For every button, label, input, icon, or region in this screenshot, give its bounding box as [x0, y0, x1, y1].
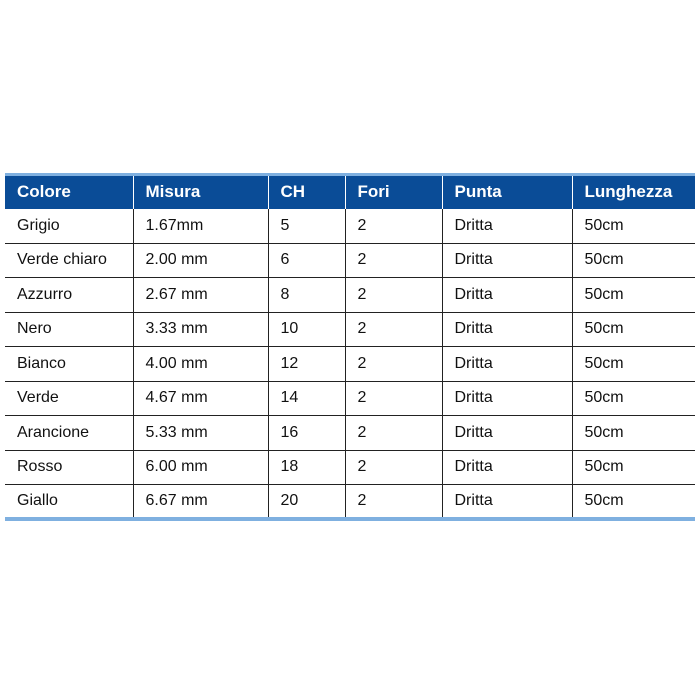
cell-lunghezza: 50cm	[572, 347, 695, 382]
header-misura: Misura	[133, 175, 268, 209]
spec-table-container	[5, 173, 695, 521]
cell-ch: 12	[268, 347, 345, 382]
cell-fori: 2	[345, 209, 442, 244]
cell-colore: Rosso	[5, 450, 133, 485]
table-row	[5, 243, 695, 278]
cell-punta: Dritta	[442, 209, 572, 244]
cell-fori: 2	[345, 278, 442, 313]
header-ch: CH	[268, 175, 345, 209]
cell-fori: 2	[345, 416, 442, 451]
table-row	[5, 278, 695, 313]
table-row	[5, 312, 695, 347]
cell-colore: Verde chiaro	[5, 243, 133, 278]
cell-punta: Dritta	[442, 347, 572, 382]
cell-fori: 2	[345, 312, 442, 347]
header-colore: Colore	[17, 182, 71, 202]
cell-punta: Dritta	[442, 312, 572, 347]
table-row	[5, 416, 695, 451]
cell-lunghezza: 50cm	[572, 209, 695, 244]
table-header	[5, 175, 695, 209]
cell-colore: Nero	[5, 312, 133, 347]
table-body	[5, 209, 695, 520]
cell-ch: 18	[268, 450, 345, 485]
cell-punta: Dritta	[442, 278, 572, 313]
cell-punta: Dritta	[442, 416, 572, 451]
cell-fori: 2	[345, 450, 442, 485]
cell-fori: 2	[345, 347, 442, 382]
cell-ch: 8	[268, 278, 345, 313]
table-row	[5, 450, 695, 485]
cell-lunghezza: 50cm	[572, 312, 695, 347]
table-row	[5, 485, 695, 520]
cell-ch: 6	[268, 243, 345, 278]
cell-fori: 2	[345, 381, 442, 416]
cell-colore: Azzurro	[5, 278, 133, 313]
cell-colore: Giallo	[5, 485, 133, 520]
cell-misura: 1.67mm	[133, 209, 268, 244]
cell-ch: 16	[268, 416, 345, 451]
spec-table	[5, 173, 695, 521]
cell-misura: 2.67 mm	[133, 278, 268, 313]
cell-misura: 3.33 mm	[133, 312, 268, 347]
cell-lunghezza: 50cm	[572, 243, 695, 278]
header-fori: Fori	[345, 175, 442, 209]
cell-punta: Dritta	[442, 381, 572, 416]
cell-lunghezza: 50cm	[572, 381, 695, 416]
cell-misura: 2.00 mm	[133, 243, 268, 278]
cell-misura: 4.67 mm	[133, 381, 268, 416]
cell-ch: 20	[268, 485, 345, 520]
table-row	[5, 209, 695, 244]
cell-colore: Bianco	[5, 347, 133, 382]
cell-lunghezza: 50cm	[572, 278, 695, 313]
cell-colore: Verde	[5, 381, 133, 416]
cell-fori: 2	[345, 243, 442, 278]
cell-lunghezza: 50cm	[572, 450, 695, 485]
cell-colore: Arancione	[5, 416, 133, 451]
cell-ch: 5	[268, 209, 345, 244]
header-lunghezza: Lunghezza	[572, 175, 695, 209]
cell-misura: 6.67 mm	[133, 485, 268, 520]
cell-punta: Dritta	[442, 485, 572, 520]
cell-colore: Grigio	[5, 209, 133, 244]
header-row	[5, 175, 695, 209]
cell-lunghezza: 50cm	[572, 416, 695, 451]
cell-punta: Dritta	[442, 450, 572, 485]
cell-ch: 14	[268, 381, 345, 416]
cell-ch: 10	[268, 312, 345, 347]
header-punta: Punta	[442, 175, 572, 209]
cell-fori: 2	[345, 485, 442, 520]
cell-misura: 4.00 mm	[133, 347, 268, 382]
cell-lunghezza: 50cm	[572, 485, 695, 520]
cell-punta: Dritta	[442, 243, 572, 278]
table-row	[5, 381, 695, 416]
table-row	[5, 347, 695, 382]
cell-misura: 5.33 mm	[133, 416, 268, 451]
cell-misura: 6.00 mm	[133, 450, 268, 485]
